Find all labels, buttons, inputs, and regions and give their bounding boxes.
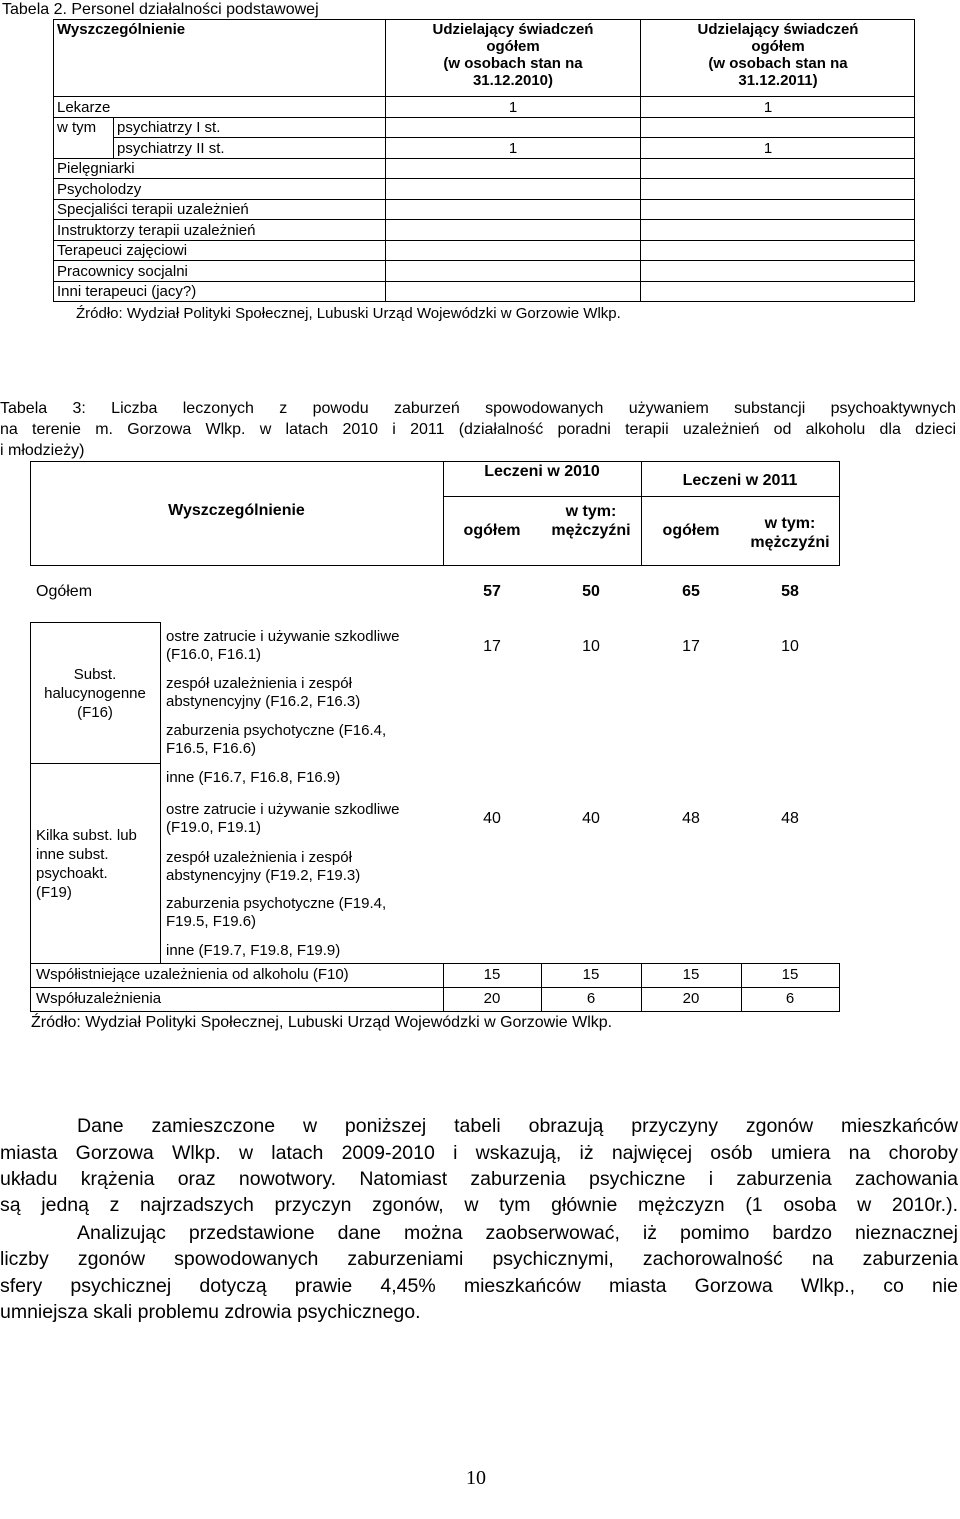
- table2-cell-2011: 1: [763, 99, 773, 116]
- table3-total-label: Ogółem: [36, 583, 93, 600]
- table3-group-value: 40: [582, 810, 600, 827]
- table3-group-value: 10: [582, 638, 600, 655]
- header-line: 31.12.2011): [738, 72, 818, 89]
- header-line: w tym:: [565, 503, 617, 520]
- table2-cell-2010: 1: [508, 140, 518, 157]
- table3-item: inne (F19.7, F19.8, F19.9): [166, 942, 341, 959]
- paragraph-line: miasta Gorzowa Wlkp. w latach 2009-2010 i wskazują, iż najwięcej osób umiera na choroby: [0, 1142, 958, 1164]
- group-name-line: (F19): [36, 884, 72, 901]
- item-line: zespół uzależnienia i zespół: [166, 849, 352, 866]
- item-line: F19.5, F19.6): [166, 913, 257, 930]
- table3-title-line: na terenie m. Gorzowa Wlkp. w latach 2010 i 2011 (działalność poradni terapii uzależnień od alkoholu dla dzieci: [0, 421, 956, 438]
- group-name-line: Subst.: [73, 666, 117, 683]
- table3-extra-label: Współistniejące uzależnienia od alkoholu (F10): [36, 966, 349, 983]
- item-line: (F19.0, F19.1): [166, 819, 262, 836]
- header-line: 31.12.2010): [472, 72, 554, 89]
- table3-extra-value: 6: [785, 990, 795, 1007]
- group-name-line: (F16): [77, 704, 113, 721]
- table2-row-label: Pracownicy socjalni: [57, 263, 188, 280]
- table3-item: [166, 722, 386, 758]
- table3-header-2010: Leczeni w 2010: [484, 463, 600, 480]
- header-line: ogółem: [486, 38, 540, 55]
- table2-row-label: Inni terapeuci (jacy?): [57, 283, 197, 300]
- item-line: (F16.0, F16.1): [166, 646, 262, 663]
- table2-row-label: Specjaliści terapii uzależnień: [57, 201, 249, 218]
- table3-total-value: 50: [582, 583, 600, 600]
- table3-header-label: Wyszczególnienie: [168, 502, 305, 519]
- item-line: zaburzenia psychotyczne (F19.4,: [166, 895, 387, 912]
- table3-group-value: 40: [483, 810, 501, 827]
- table2-cell-2010: 1: [508, 99, 518, 116]
- table2-row-label: Psycholodzy: [57, 181, 142, 198]
- table3-extra-value: 20: [682, 990, 700, 1007]
- table3-group-value: 17: [483, 638, 501, 655]
- table2-header-2011: [641, 21, 915, 89]
- item-line: ostre zatrucie i używanie szkodliwe: [166, 801, 400, 818]
- group-name-line: Kilka subst. lub: [36, 827, 137, 844]
- table3-header-total-2011: ogółem: [662, 522, 720, 539]
- paragraph-line: Dane zamieszczone w poniższej tabeli obrazują przyczyny zgonów mieszkańców: [77, 1115, 958, 1137]
- table3-total-value: 65: [682, 583, 700, 600]
- table3-group-value: 48: [682, 810, 700, 827]
- table3-title-line: Tabela 3: Liczba leczonych z powodu zaburzeń spowodowanych używaniem substancji psychoaktywnych: [0, 400, 956, 417]
- table2-source: Źródło: Wydział Polityki Społecznej, Lubuski Urząd Wojewódzki w Gorzowie Wlkp.: [76, 305, 621, 322]
- table3-group-value: 17: [682, 638, 700, 655]
- table3-item: [166, 628, 399, 664]
- group-name-line: psychoakt.: [36, 865, 108, 882]
- table3-extra-value: 20: [483, 990, 501, 1007]
- paragraph-line: liczby zgonów spowodowanych zaburzeniami psychicznymi, zachorowalność na zaburzenia: [0, 1248, 958, 1270]
- table3-title-line: i młodzieży): [0, 442, 85, 459]
- item-line: abstynencyjny (F19.2, F19.3): [166, 867, 361, 884]
- table3-group-value: 48: [781, 810, 799, 827]
- table3-header-men-2011: [741, 514, 839, 552]
- table2-row-label: Lekarze: [57, 99, 111, 116]
- table3-extra-value: 15: [682, 966, 700, 983]
- table2-row-label: Terapeuci zajęciowi: [57, 242, 188, 259]
- header-line: ogółem: [751, 38, 805, 55]
- table2-row-label: psychiatrzy I st.: [117, 119, 221, 136]
- table3-group-value: 10: [781, 638, 799, 655]
- table3-item: inne (F16.7, F16.8, F16.9): [166, 769, 341, 786]
- group-name-line: inne subst.: [36, 846, 109, 863]
- table2-row-label: psychiatrzy II st.: [117, 140, 225, 157]
- item-line: F16.5, F16.6): [166, 740, 257, 757]
- table3-source: Źródło: Wydział Polityki Społecznej, Lubuski Urząd Wojewódzki w Gorzowie Wlkp.: [31, 1014, 613, 1031]
- table3-total-value: 57: [483, 583, 501, 600]
- header-line: mężczyźni: [750, 534, 830, 551]
- table3-item: [166, 675, 360, 711]
- header-line: w tym:: [764, 515, 816, 532]
- table2-header-label: Wyszczególnienie: [57, 21, 186, 38]
- paragraph-line: układu krążenia oraz nowotwory. Natomiast zaburzenia psychiczne i zaburzenia zachowania: [0, 1168, 958, 1190]
- page-number: 10: [466, 1467, 486, 1489]
- table2-row-label: Instruktorzy terapii uzależnień: [57, 222, 256, 239]
- header-line: (w osobach stan na: [708, 55, 848, 72]
- table3-header-men-2010: [541, 502, 641, 540]
- table3-extra-label: Współuzależnienia: [36, 990, 162, 1007]
- table3-extra-value: 6: [586, 990, 596, 1007]
- table3-extra-value: 15: [582, 966, 600, 983]
- header-line: Udzielający świadczeń: [432, 21, 594, 38]
- item-line: ostre zatrucie i używanie szkodliwe: [166, 628, 400, 645]
- table3-extra-value: 15: [483, 966, 501, 983]
- group-name-line: halucynogenne: [44, 685, 146, 702]
- paragraph-line: Analizując przedstawione dane można zaobserwować, iż pomimo bardzo nieznacznej: [77, 1222, 958, 1244]
- paragraph-line: sfery psychicznej dotyczą prawie 4,45% mieszkańców miasta Gorzowa Wlkp., co nie: [0, 1275, 958, 1297]
- table3-header-total-2010: ogółem: [463, 522, 521, 539]
- table2-title: Tabela 2. Personel działalności podstawowej: [2, 1, 319, 18]
- table3-total-value: 58: [781, 583, 799, 600]
- table3-header-2011: Leczeni w 2011: [682, 472, 798, 489]
- header-line: mężczyźni: [551, 522, 631, 539]
- item-line: zaburzenia psychotyczne (F16.4,: [166, 722, 387, 739]
- table3-item: [166, 801, 399, 837]
- paragraph-line: są jedną z najrzadszych przyczyn zgonów, w tym głównie mężczyzn (1 osoba w 2010r.).: [0, 1194, 958, 1216]
- table3-item: [166, 895, 386, 931]
- table2-row-prefix: w tym: [57, 119, 97, 136]
- item-line: abstynencyjny (F16.2, F16.3): [166, 693, 361, 710]
- table2-header-2010: [386, 21, 640, 89]
- table2-cell-2011: 1: [763, 140, 773, 157]
- table3-group-name: [30, 665, 160, 722]
- table2-row-label: Pielęgniarki: [57, 160, 135, 177]
- table3-extra-value: 15: [781, 966, 799, 983]
- table3-item: [166, 849, 360, 885]
- header-line: (w osobach stan na: [443, 55, 583, 72]
- paragraph-line: umniejsza skali problemu zdrowia psychicznego.: [0, 1301, 421, 1323]
- header-line: Udzielający świadczeń: [697, 21, 859, 38]
- table3-group-name: [36, 826, 137, 902]
- item-line: zespół uzależnienia i zespół: [166, 675, 352, 692]
